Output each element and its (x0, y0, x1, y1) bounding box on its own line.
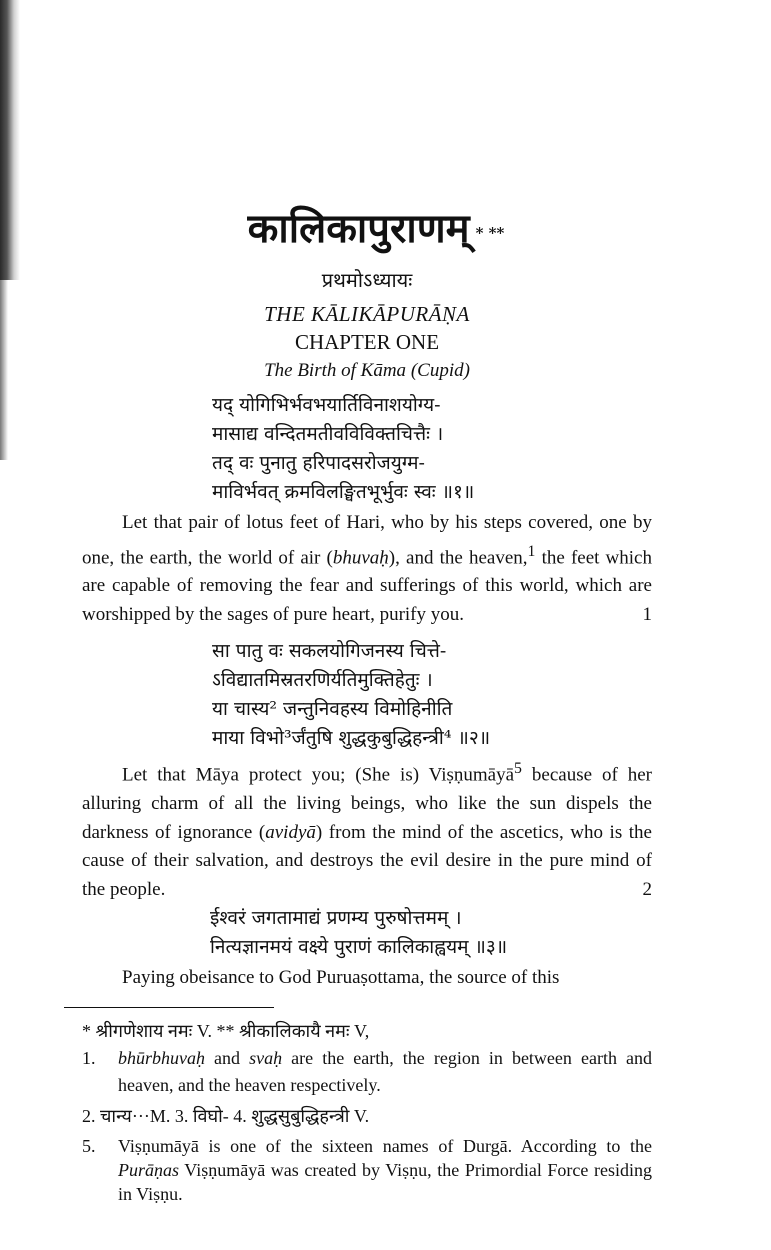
para-text: Let that pair of lotus feet of Hari, who by his steps covered, one by one, the earth, the world of air ( (82, 512, 652, 568)
chapter-subheading-text: The Birth of Kāma (264, 360, 407, 381)
verse-line: सा पातु वः सकलयोगिजनस्य चित्ते- (212, 640, 447, 663)
footnote-text: and (205, 1047, 250, 1068)
footnote-text: Viṣṇumāyā is one of the sixteen names of Durgā. According to the (118, 1135, 652, 1156)
para-italic-term: avidyā (265, 821, 316, 843)
footnote-2-4: 2. चान्य···M. 3. विघो- 4. शुद्धसुबुद्धिहन्त्री V. (82, 1105, 370, 1126)
chapter-subheading-paren: (Cupid) (410, 360, 470, 381)
footnote-number: 1. (82, 1047, 96, 1068)
translation-paragraph-2 (82, 755, 652, 904)
verse-line: नित्यज्ञानमयं वक्ष्ये पुराणं कालिकाह्वयम् ॥३॥ (210, 936, 508, 959)
footnote-italic-term: svaḥ (249, 1047, 283, 1068)
scan-page-edge-lower (0, 280, 8, 460)
footnote-ref: 1 (527, 542, 536, 560)
para-text: because of her alluring charm of all the living beings, who like the sun dispels the darkness of ignorance ( (82, 764, 652, 843)
chapter-subtitle-devanagari: प्रथमोऽध्यायः (321, 268, 413, 292)
para-text: the feet which are capable of removing the fear and sufferings of this world, which are worshipped by the sages of pure heart, purify you. (82, 546, 652, 625)
para-italic-term: bhuvaḥ (332, 546, 389, 568)
footnote-text: Viṣṇumāyā was created by Viṣṇu, the Primordial Force residing in Viṣṇu. (118, 1159, 652, 1204)
footnote-ref: 5 (514, 760, 522, 778)
para-text: ), and the heaven, (388, 546, 528, 568)
footnote-divider (64, 1007, 274, 1008)
title-english: THE KĀLIKĀPURĀṆA (264, 302, 470, 326)
page-body (82, 205, 652, 1206)
verse-line: तद् वः पुनातु हरिपादसरोजयुग्म- (212, 452, 425, 474)
footnote-number: 5. (82, 1135, 96, 1156)
verse-line: या चास्य² जन्तुनिवहस्य विमोहिनीति (212, 698, 453, 721)
verse-line: ईश्वरं जगतामाद्यं प्रणम्य पुरुषोत्तमम् । (210, 907, 462, 930)
verse-line: ऽविद्यातमिस्रतरणिर्यतिमुक्तिहेतुः । (212, 669, 433, 692)
page-title-devanagari (100, 205, 652, 253)
footnote-italic-term: bhūrbhuvaḥ (118, 1047, 205, 1068)
title-footnote-markers: * ** (475, 224, 505, 242)
footnotes (82, 1018, 652, 1206)
para-text: ) from the mind of the ascetics, who is the cause of their salvation, and destroys the evil desire in the pure mind of the people. (82, 821, 652, 900)
translation-paragraph-1 (82, 509, 652, 629)
chapter-subheading (82, 359, 652, 383)
verse-number: 1 (642, 603, 652, 625)
para-text: Let that Māya protect you; (She is) Viṣṇumāyā (122, 764, 515, 786)
footnote-italic-term: Purāṇas (118, 1159, 180, 1180)
sanskrit-verse-1 (212, 391, 652, 507)
translation-paragraph-3 (82, 964, 652, 993)
footnote-5 (82, 1134, 652, 1206)
footnote-text: are the earth, the region in between earth and heaven, and the heaven respectively. (118, 1047, 652, 1095)
verse-line: माविर्भवत् क्रमविलङ्घितभूर्भुवः स्वः ॥१॥ (212, 481, 475, 503)
chapter-heading: CHAPTER ONE (294, 330, 440, 354)
sanskrit-verse-2 (212, 637, 652, 753)
sanskrit-verse-3 (210, 904, 652, 962)
verse-line: यद् योगिभिर्भवभयार्तिविनाशयोग्य- (212, 394, 441, 416)
scan-page-edge (0, 0, 20, 280)
title-text: कालिकापुराणम् (247, 205, 470, 252)
footnote-star-line: * श्रीगणेशाय नमः V. ** श्रीकालिकायै नमः V, (82, 1020, 370, 1041)
verse-line: माया विभो³र्जंतुषि शुद्धकुबुद्धिहन्त्री⁴ ॥२॥ (212, 727, 491, 750)
footnote-1 (82, 1045, 652, 1099)
verse-number: 2 (642, 878, 652, 900)
para-text: Paying obeisance to God Puruaṣottama, the source of this (122, 967, 560, 989)
verse-line: मासाद्य वन्दितमतीवविविक्तचित्तैः । (212, 423, 444, 445)
